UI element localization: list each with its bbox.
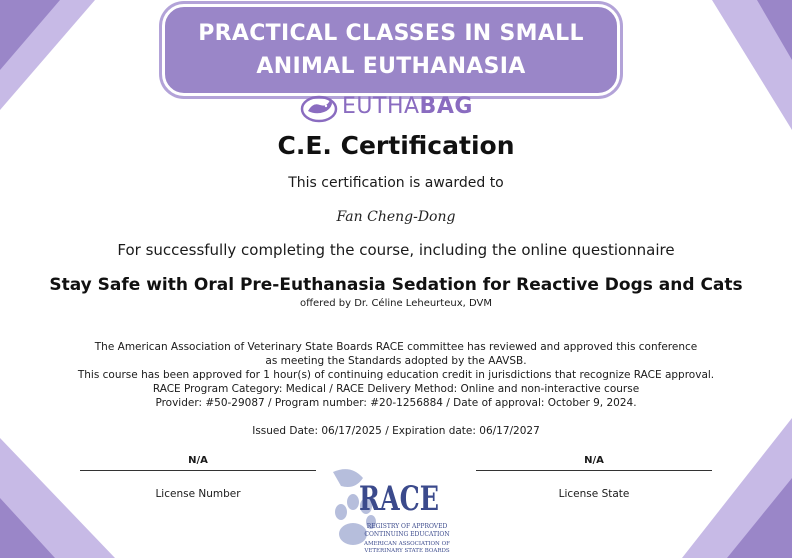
logo-wordmark	[342, 94, 473, 119]
completion-text: For successfully completing the course, including the online questionnaire	[117, 241, 675, 259]
license-number-block	[80, 455, 316, 500]
license-state-value: N/A	[584, 455, 604, 466]
corner-decoration-top-left	[0, 0, 110, 120]
recipient-name: Fan Cheng-Dong	[336, 209, 456, 225]
approval-line: RACE Program Category: Medical / RACE Delivery Method: Online and non-interactive course	[152, 383, 640, 395]
title-banner	[162, 4, 620, 96]
license-number-label: License Number	[155, 488, 241, 500]
approval-paragraph	[0, 340, 792, 410]
logo-suffix: BAG	[419, 94, 473, 119]
race-tagline-4: VETERINARY STATE BOARDS	[364, 548, 450, 554]
license-state-label: License State	[558, 488, 630, 500]
cat-logo-icon	[300, 93, 338, 123]
approval-line: Provider: #50-29087 / Program number: #20-1256884 / Date of approval: October 9, 2024.	[155, 397, 637, 409]
license-state-block	[476, 455, 712, 500]
banner-line-1: PRACTICAL CLASSES IN SMALL	[198, 21, 584, 46]
awarded-text: This certification is awarded to	[288, 175, 504, 191]
race-tagline-1: REGISTRY OF APPROVED	[366, 523, 448, 530]
approval-line: The American Association of Veterinary State Boards RACE committee has reviewed and approved this conference	[94, 341, 698, 353]
license-number-line	[80, 470, 316, 471]
banner-line-2: ANIMAL EUTHANASIA	[256, 54, 526, 79]
course-title: Stay Safe with Oral Pre-Euthanasia Sedation for Reactive Dogs and Cats	[49, 275, 743, 295]
logo-prefix: EUTHA	[342, 94, 420, 119]
license-state-line	[476, 470, 712, 471]
race-tagline-2: CONTINUING EDUCATION	[364, 531, 450, 538]
corner-decoration-top-right	[652, 0, 792, 140]
offered-by: offered by Dr. Céline Leheurteux, DVM	[300, 298, 492, 309]
race-logo	[331, 462, 451, 558]
license-number-value: N/A	[188, 455, 208, 466]
banner-title	[165, 17, 617, 83]
approval-line: This course has been approved for 1 hour(s) of continuing education credit in jurisdictions that recognize RACE approval.	[77, 369, 715, 381]
race-tagline-3: AMERICAN ASSOCIATION OF	[364, 541, 450, 547]
approval-line: as meeting the Standards adopted by the AAVSB.	[265, 355, 527, 367]
certificate-title: C.E. Certification	[277, 131, 515, 160]
issued-dates: Issued Date: 06/17/2025 / Expiration date: 06/17/2027	[252, 425, 540, 437]
euthabag-logo	[300, 92, 500, 126]
race-letters: RACE	[359, 479, 439, 519]
